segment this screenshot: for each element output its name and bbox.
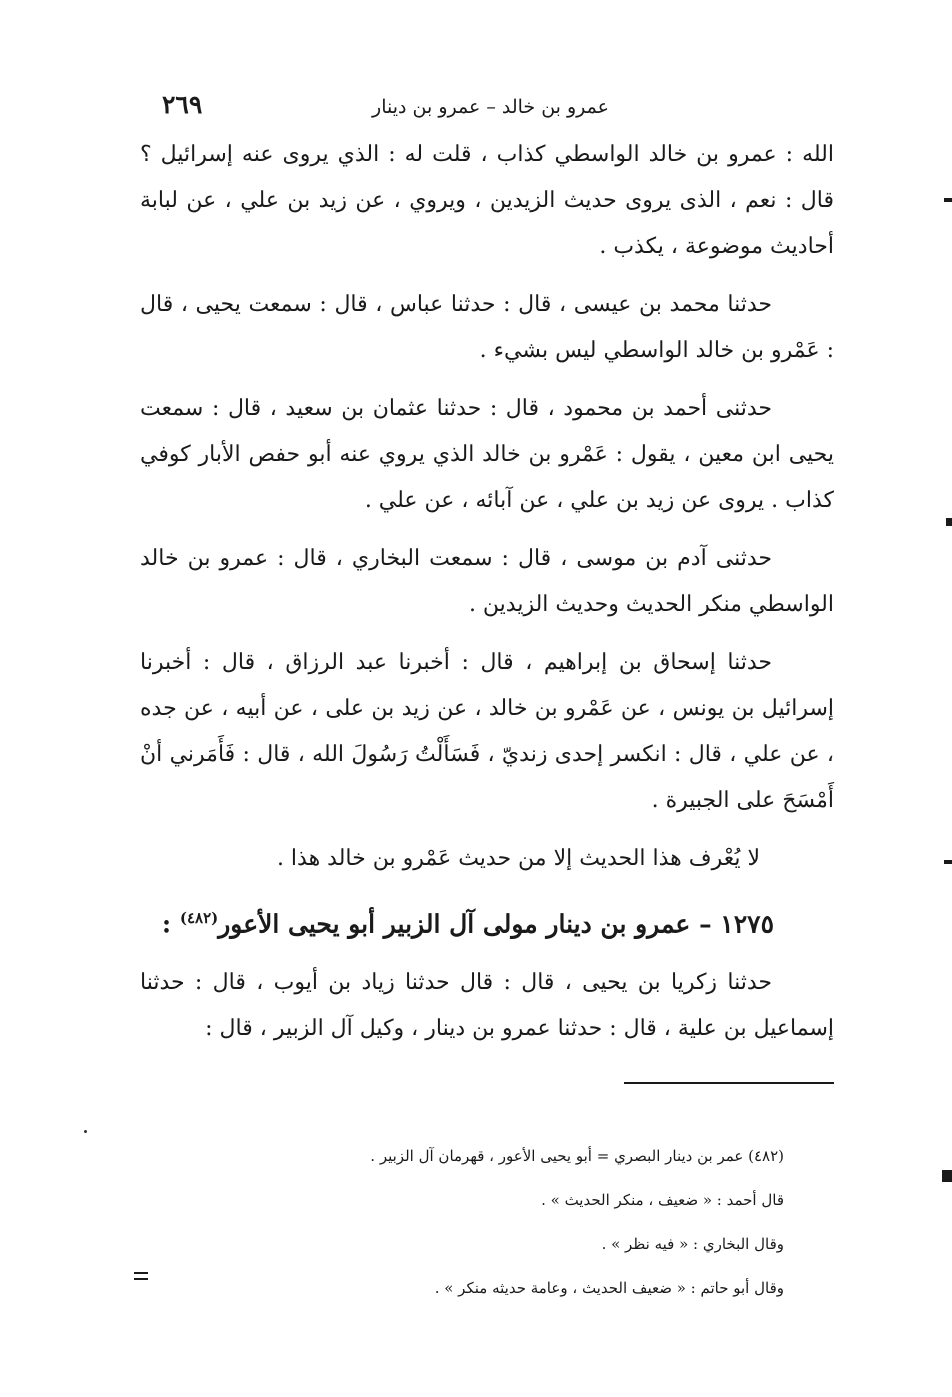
page-header <box>140 90 834 130</box>
paragraph-narration: حدثنى أحمد بن محمود ، قال : حدثنا عثمان بن سعيد ، قال : سمعت يحيى ابن معين ، يقول : عَمْرو بن خالد الذي يروي عنه أبو حفص الأبار كوفي كذاب . يروى عن زيد بن علي ، عن آبائه ، عن علي . <box>140 396 834 513</box>
edge-mark <box>942 1170 952 1182</box>
paragraph-narration: حدثنا إسحاق بن إبراهيم ، قال : أخبرنا عبد الرزاق ، قال : أخبرنا إسرائيل بن يونس ، عن عَمْرو بن خالد ، عن زيد بن على ، عن أبيه ، عن جده ، عن علي ، قال : انكسر إحدى زنديّ ، فَسَأَلْتُ رَسُولَ الله ، قال : فَأَمَرني أنْ أَمْسَحَ على الجبيرة . <box>140 650 834 813</box>
paragraph-narration: حدثنا محمد بن عيسى ، قال : حدثنا عباس ، قال : سمعت يحيى ، قال : عَمْرو بن خالد الواسطي ليس بشيء . <box>140 292 834 363</box>
scan-speck <box>84 1130 87 1133</box>
paragraph-remark: لا يُعْرف هذا الحديث إلا من حديث عَمْرو بن خالد هذا . <box>276 846 760 871</box>
footnote-line: وقال أبو حاتم : « ضعيف الحديث ، وعامة حديثه منكر » . <box>434 1279 784 1297</box>
running-title: عمرو بن خالد – عمرو بن دينار <box>372 96 609 118</box>
entry-colon: : <box>161 909 172 939</box>
footnote-separator <box>624 1082 834 1084</box>
entry-dash: – <box>699 909 712 939</box>
paragraph-narration: حدثنى آدم بن موسى ، قال : سمعت البخاري ، قال : عمرو بن خالد الواسطي منكر الحديث وحديث الزيدين . <box>140 546 834 617</box>
page-number: ٢٦٩ <box>162 90 203 119</box>
footnotes <box>140 1134 784 1310</box>
paragraph-continuation: الله : عمرو بن خالد الواسطي كذاب ، قلت له : الذي يروى عنه إسرائيل ؟ قال : نعم ، الذى يروى حديث الزيدين ، ويروي ، عن زيد بن علي ، عن لبابة أحاديث موضوعة ، يكذب . <box>140 142 834 259</box>
edge-mark <box>946 518 952 526</box>
margin-mark <box>134 1272 148 1280</box>
footnote-line: وقال البخاري : « فيه نظر » . <box>601 1235 784 1253</box>
edge-mark <box>944 198 952 202</box>
entry-heading <box>140 894 834 948</box>
footnote-line: (٤٨٢) عمر بن دينار البصري = أبو يحيى الأعور ، قهرمان آل الزبير . <box>370 1147 784 1165</box>
footnote-line: قال أحمد : « ضعيف ، منكر الحديث » . <box>541 1191 784 1209</box>
edge-mark <box>944 860 952 864</box>
main-text <box>140 132 834 1064</box>
footnote-reference[interactable]: (٤٨٢) <box>179 909 219 927</box>
entry-title: عمرو بن دينار مولى آل الزبير أبو يحيى الأعور <box>218 909 691 939</box>
entry-number: ١٢٧٥ <box>720 909 774 939</box>
entry-paragraph: حدثنا زكريا بن يحيى ، قال : قال حدثنا زياد بن أيوب ، قال : حدثنا إسماعيل بن علية ، قال : حدثنا عمرو بن دينار ، وكيل آل الزبير ، قال : <box>140 970 834 1042</box>
